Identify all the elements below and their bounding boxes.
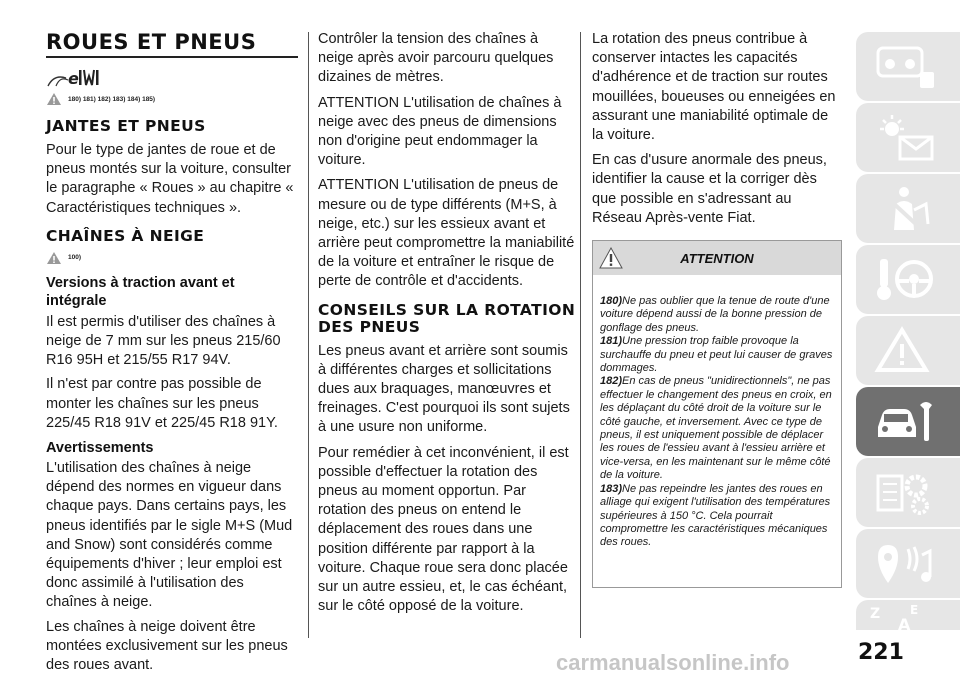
watermark: carmanualsonline.info	[556, 650, 790, 675]
warning-item: 182)En cas de pneus "unidirectionnels", ne pas effectuer le changement des pneus en croix, en les déplaçant du côté droit de la voiture sur le côté gauche, et inversement. Avec ce type de pneus, il est uniquement possible de déplacer les roues de l'essieu avant à l'essieu arrière et vice-versa, en les maintenant sur le même côté de la voiture.	[600, 375, 832, 482]
tab-safety[interactable]	[856, 174, 960, 243]
key-steering-wheel-icon	[874, 255, 938, 305]
notes-references	[46, 92, 298, 106]
paragraph-avertissements-2: Les chaînes à neige doivent être montées exclusivement sur les pneus des roues avant.	[46, 618, 288, 674]
paragraph-usure: En cas d'usure anormale des pneus, identifier la cause et la corriger dès que possible en s'adressant au Réseau Après-vente Fiat.	[592, 152, 827, 226]
warning-box	[592, 240, 842, 588]
multimedia-icon	[874, 539, 938, 589]
index-alphabet-icon	[868, 604, 948, 632]
svg-text:e: e	[68, 69, 79, 88]
paragraph-attention-2: ATTENTION L'utilisation de pneus de mesure ou de type différents (M+S, à neige, etc.) sur les essieux avant et arrière peut compromettre la maniabilité de la voiture et entraîner le risque de perte de contrôle et d'accidents.	[318, 177, 575, 290]
heading-versions: Versions à traction avant et intégrale	[46, 274, 235, 309]
tab-emergency[interactable]	[856, 316, 960, 385]
tab-maintenance[interactable]	[856, 387, 960, 456]
paragraph-jantes: Pour le type de jantes de roue et de pneus montés sur la voiture, consulter le paragraphe « Roues » au chapitre « Caractéristiques techniques ».	[46, 142, 294, 216]
tab-index[interactable]	[856, 600, 960, 630]
paragraph-versions-2: Il n'est par contre pas possible de monter les chaînes sur les pneus 225/45 R18 91V et 225/45 R18 91Y.	[46, 376, 278, 431]
paragraph-rotation-benefit: La rotation des pneus contribue à conserver intactes les capacités d'adhérence et de traction sur routes mouillées, boueuses ou enneigées en assurant une maniabilité optimale de la voiture.	[592, 31, 836, 144]
page-number: 221	[858, 640, 904, 665]
column-right	[592, 30, 840, 228]
warning-triangle-icon	[46, 92, 62, 106]
tab-dashboard[interactable]	[856, 32, 960, 101]
paragraph-rotation: Pour remédier à cet inconvénient, il est possible d'effectuer la rotation des pneus au moment opportun. Par rotation des pneus on entend le déplacement des roues dans une position différente par rapport à la voiture. Chaque roue sera donc placée sur un autre essieu, et, le cas échéant, sur le côté opposé de la voiture.	[318, 444, 569, 615]
paragraph-attention-1: ATTENTION L'utilisation de chaînes à neige avec des pneus de dimensions non d'origine peut endommager la voiture.	[318, 94, 562, 169]
paragraph-tension: Contrôler la tension des chaînes à neige après avoir parcouru quelques dizaines de mètres.	[318, 31, 554, 86]
section-title: ROUES ET PNEUS	[46, 30, 257, 54]
paragraph-charges: Les pneus avant et arrière sont soumis à différentes charges et sollicitations dues aux braquages, manœuvres et freinages. C'est pourquoi ils sont sujets à une usure non uniforme.	[318, 342, 570, 436]
warning-triangle-icon	[874, 326, 938, 376]
warning-lights-icon	[874, 113, 938, 163]
tyre-symbol	[46, 66, 298, 88]
technical-gears-icon	[874, 468, 938, 518]
warning-item: 181)Une pression trop faible provoque la surchauffe du pneu et peut lui causer de graves dommages.	[600, 335, 833, 375]
tab-technical-data[interactable]	[856, 458, 960, 527]
note-numbers: 100)	[68, 254, 82, 262]
index-letter: Z	[870, 606, 881, 622]
car-dashboard-icon	[874, 42, 938, 92]
heading-avertissements: Avertissements	[46, 440, 154, 457]
index-letter: E	[910, 604, 919, 617]
warning-item: 183)Ne pas repeindre les jantes des roues en alliage qui exigent l'utilisation des températures supérieures à 150 °C. Cela pourrait compromettre les caractéristiques mécaniques des roues.	[600, 482, 831, 549]
tire-spec-icon	[46, 66, 100, 88]
heading-conseils: CONSEILS SUR LA ROTATION DES PNEUS	[318, 300, 576, 336]
warning-title: ATTENTION	[680, 251, 754, 266]
column-middle	[318, 30, 576, 616]
index-letter: A	[898, 615, 911, 632]
column-divider	[580, 32, 581, 638]
warning-item: 180)Ne pas oublier que la tenue de route d'une voiture dépend aussi de la bonne pression de gonflage des pneus.	[600, 295, 830, 334]
seatbelt-safety-icon	[874, 184, 938, 234]
warning-body	[593, 275, 841, 550]
heading-chaines: CHAÎNES À NEIGE	[46, 226, 205, 245]
column-divider	[308, 32, 309, 638]
column-left	[46, 30, 298, 675]
tab-starting-driving[interactable]	[856, 245, 960, 314]
car-wrench-icon	[874, 397, 938, 447]
heading-jantes: JANTES ET PNEUS	[46, 117, 206, 135]
chapter-sidebar	[856, 32, 960, 630]
notes-references-2	[46, 251, 298, 265]
warning-triangle-icon	[46, 251, 62, 265]
paragraph-avertissements-1: L'utilisation des chaînes à neige dépend des normes en vigueur dans chaque pays. Dans certains pays, les pneus identifiés par le sigle M+S (Mud and Snow) sont considérés comme équipements d'hiver ; leur emploi est donc assimilé à l'utilisation des chaînes à neige.	[46, 460, 293, 611]
tab-multimedia[interactable]	[856, 529, 960, 598]
title-underline	[46, 56, 298, 58]
paragraph-versions-1: Il est permis d'utiliser des chaînes à neige de 7 mm sur les pneus 215/60 R16 95H et 215/55 R17 94V.	[46, 313, 281, 369]
warning-header	[593, 241, 841, 275]
note-numbers: 180) 181) 182) 183) 184) 185)	[68, 95, 156, 103]
tab-warning-lights[interactable]	[856, 103, 960, 172]
